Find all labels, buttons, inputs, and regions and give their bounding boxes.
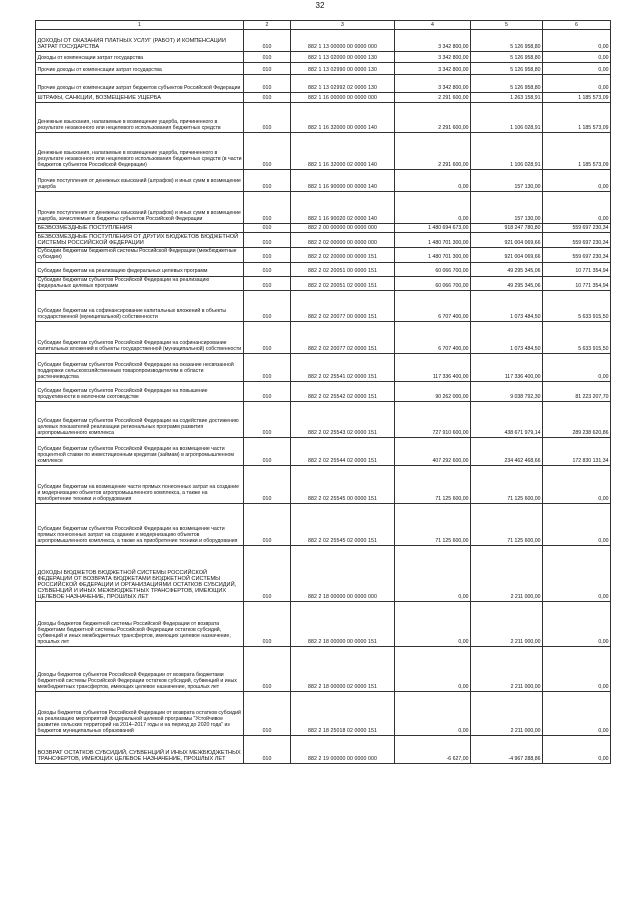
row-code: 010 bbox=[244, 438, 291, 466]
row-approved-amount: 1 480 701 300,00 bbox=[395, 248, 471, 263]
row-budget-code: 882 2 18 00000 02 0000 151 bbox=[291, 647, 395, 692]
row-budget-code: 882 1 16 32000 00 0000 140 bbox=[291, 103, 395, 133]
row-budget-code: 882 2 18 00000 00 0000 000 bbox=[291, 546, 395, 602]
row-unexecuted-amount: 1 185 573,09 bbox=[543, 103, 611, 133]
row-budget-code: 882 2 02 20051 02 0000 151 bbox=[291, 276, 395, 291]
row-code: 010 bbox=[244, 602, 291, 647]
row-executed-amount: 2 211 000,00 bbox=[471, 546, 543, 602]
table-row bbox=[36, 52, 611, 63]
row-approved-amount: 3 342 800,00 bbox=[395, 52, 471, 63]
column-header: 4 bbox=[395, 21, 471, 30]
table-row bbox=[36, 647, 611, 692]
column-header: 1 bbox=[36, 21, 244, 30]
row-code: 010 bbox=[244, 382, 291, 402]
row-approved-amount: 2 291 600,00 bbox=[395, 133, 471, 170]
row-approved-amount: 0,00 bbox=[395, 692, 471, 736]
row-name: Субсидии бюджетам на софинансирование капитальных вложений в объекты государственной (муниципальной) собственности bbox=[36, 291, 244, 322]
row-executed-amount: 234 462 468,66 bbox=[471, 438, 543, 466]
table-row bbox=[36, 262, 611, 276]
row-approved-amount: 6 707 400,00 bbox=[395, 291, 471, 322]
row-budget-code: 882 1 16 90020 02 0000 140 bbox=[291, 192, 395, 224]
column-header: 2 bbox=[244, 21, 291, 30]
row-executed-amount: 1 106 028,91 bbox=[471, 103, 543, 133]
table-row bbox=[36, 233, 611, 248]
row-budget-code: 882 1 16 00000 00 0000 000 bbox=[291, 93, 395, 103]
table-row bbox=[36, 248, 611, 263]
row-budget-code: 882 1 13 02992 02 0000 130 bbox=[291, 75, 395, 93]
row-unexecuted-amount: 289 238 620,86 bbox=[543, 402, 611, 438]
table-row bbox=[36, 30, 611, 52]
row-approved-amount: 71 125 600,00 bbox=[395, 504, 471, 546]
row-approved-amount: 407 292 600,00 bbox=[395, 438, 471, 466]
table-row bbox=[36, 322, 611, 354]
row-name: Доходы бюджетов бюджетной системы Российской Федерации от возврата бюджетами бюджетной системы Российской Федерации остатков субсидий, субвенций и иных межбюджетных трансфертов, имеющих целевое назначение, прошлых лет bbox=[36, 602, 244, 647]
row-approved-amount: 1 480 694 673,00 bbox=[395, 224, 471, 233]
row-name: ШТРАФЫ, САНКЦИИ, ВОЗМЕЩЕНИЕ УЩЕРБА bbox=[36, 93, 244, 103]
row-executed-amount: 157 130,00 bbox=[471, 170, 543, 192]
row-unexecuted-amount: 81 223 207,70 bbox=[543, 382, 611, 402]
row-code: 010 bbox=[244, 63, 291, 75]
row-unexecuted-amount: 10 771 354,94 bbox=[543, 262, 611, 276]
row-unexecuted-amount: 5 633 915,50 bbox=[543, 291, 611, 322]
row-code: 010 bbox=[244, 233, 291, 248]
row-approved-amount: 1 480 701 300,00 bbox=[395, 233, 471, 248]
row-approved-amount: 90 262 000,00 bbox=[395, 382, 471, 402]
row-unexecuted-amount: 5 633 915,50 bbox=[543, 322, 611, 354]
row-code: 010 bbox=[244, 402, 291, 438]
row-unexecuted-amount: 0,00 bbox=[543, 546, 611, 602]
row-approved-amount: 0,00 bbox=[395, 170, 471, 192]
table-row bbox=[36, 75, 611, 93]
table-row bbox=[36, 736, 611, 764]
row-unexecuted-amount: 1 185 573,09 bbox=[543, 133, 611, 170]
table-row bbox=[36, 438, 611, 466]
row-name: Субсидии бюджетам на реализацию федеральных целевых программ bbox=[36, 262, 244, 276]
row-code: 010 bbox=[244, 93, 291, 103]
row-name: Доходы бюджетов субъектов Российской Федерации от возврата остатков субсидий на реализацию мероприятий федеральной целевой программы "Устойчивое развитие сельских территорий на 2014–2017 годы и на период до 2020 года" из бюджетов муниципальных образований bbox=[36, 692, 244, 736]
row-code: 010 bbox=[244, 170, 291, 192]
row-approved-amount: 60 066 700,00 bbox=[395, 276, 471, 291]
row-budget-code: 882 2 02 20051 00 0000 151 bbox=[291, 262, 395, 276]
row-unexecuted-amount: 10 771 354,94 bbox=[543, 276, 611, 291]
row-name: Субсидии бюджетам субъектов Российской Федерации на софинансирование капитальных вложений в объекты государственной (муниципальной) собственности bbox=[36, 322, 244, 354]
row-executed-amount: 5 126 958,80 bbox=[471, 52, 543, 63]
table-body bbox=[36, 30, 611, 764]
row-name: Прочие поступления от денежных взысканий (штрафов) и иных сумм в возмещение ущерба bbox=[36, 170, 244, 192]
table-row bbox=[36, 602, 611, 647]
row-executed-amount: 918 247 780,80 bbox=[471, 224, 543, 233]
row-approved-amount: 0,00 bbox=[395, 192, 471, 224]
row-budget-code: 882 2 02 25542 02 0000 151 bbox=[291, 382, 395, 402]
row-approved-amount: 3 342 800,00 bbox=[395, 63, 471, 75]
row-approved-amount: 3 342 800,00 bbox=[395, 75, 471, 93]
row-budget-code: 882 2 18 00000 00 0000 151 bbox=[291, 602, 395, 647]
row-name: Субсидии бюджетам субъектов Российской Федерации на реализацию федеральных целевых программ bbox=[36, 276, 244, 291]
row-unexecuted-amount: 0,00 bbox=[543, 30, 611, 52]
row-unexecuted-amount: 0,00 bbox=[543, 602, 611, 647]
row-budget-code: 882 2 02 25545 02 0000 151 bbox=[291, 504, 395, 546]
row-unexecuted-amount: 559 697 230,34 bbox=[543, 224, 611, 233]
row-budget-code: 882 2 02 20077 00 0000 151 bbox=[291, 291, 395, 322]
row-name: Субсидии бюджетам субъектов Российской Федерации на возмещение части прямых понесенных затрат на создание и модернизацию объектов агропромышленного комплекса, а также на приобретение техники и оборудования bbox=[36, 504, 244, 546]
row-name: Субсидии бюджетам субъектов Российской Федерации на содействие достижению целевых показателей реализации региональных программ развития агропромышленного комплекса bbox=[36, 402, 244, 438]
row-unexecuted-amount: 0,00 bbox=[543, 63, 611, 75]
row-budget-code: 882 2 02 25545 00 0000 151 bbox=[291, 466, 395, 504]
table-row bbox=[36, 382, 611, 402]
row-approved-amount: 3 342 800,00 bbox=[395, 30, 471, 52]
row-name: ДОХОДЫ ОТ ОКАЗАНИЯ ПЛАТНЫХ УСЛУГ (РАБОТ) И КОМПЕНСАЦИИ ЗАТРАТ ГОСУДАРСТВА bbox=[36, 30, 244, 52]
table-row bbox=[36, 504, 611, 546]
row-budget-code: 882 1 16 32000 02 0000 140 bbox=[291, 133, 395, 170]
table-header-row bbox=[36, 21, 611, 30]
column-header: 3 bbox=[291, 21, 395, 30]
row-unexecuted-amount: 0,00 bbox=[543, 692, 611, 736]
row-unexecuted-amount: 0,00 bbox=[543, 52, 611, 63]
row-approved-amount: 71 125 600,00 bbox=[395, 466, 471, 504]
row-approved-amount: 60 066 700,00 bbox=[395, 262, 471, 276]
row-name: Доходы бюджетов субъектов Российской Федерации от возврата бюджетами бюджетной системы Российской Федерации остатков субсидий, субвенций и иных межбюджетных трансфертов, имеющих целевое назначение, прошлых лет bbox=[36, 647, 244, 692]
row-approved-amount: 0,00 bbox=[395, 647, 471, 692]
row-code: 010 bbox=[244, 354, 291, 382]
row-executed-amount: 1 106 028,91 bbox=[471, 133, 543, 170]
row-budget-code: 882 2 02 20077 02 0000 151 bbox=[291, 322, 395, 354]
row-budget-code: 882 1 13 00000 00 0000 000 bbox=[291, 30, 395, 52]
row-unexecuted-amount: 1 185 573,09 bbox=[543, 93, 611, 103]
table-row bbox=[36, 133, 611, 170]
column-header: 5 bbox=[471, 21, 543, 30]
table-row bbox=[36, 276, 611, 291]
row-code: 010 bbox=[244, 248, 291, 263]
row-unexecuted-amount: 0,00 bbox=[543, 504, 611, 546]
row-budget-code: 882 2 00 00000 00 0000 000 bbox=[291, 224, 395, 233]
row-name: Субсидии бюджетам на возмещение части прямых понесенных затрат на создание и модернизацию объектов агропромышленного комплекса, а также на приобретение техники и оборудования bbox=[36, 466, 244, 504]
column-header: 6 bbox=[543, 21, 611, 30]
row-code: 010 bbox=[244, 647, 291, 692]
row-executed-amount: 1 073 484,50 bbox=[471, 322, 543, 354]
row-unexecuted-amount: 0,00 bbox=[543, 466, 611, 504]
table-row bbox=[36, 354, 611, 382]
row-unexecuted-amount: 0,00 bbox=[543, 192, 611, 224]
row-budget-code: 882 2 02 25541 02 0000 151 bbox=[291, 354, 395, 382]
table-row bbox=[36, 546, 611, 602]
row-name: Субсидии бюджетам субъектов Российской Федерации на повышение продуктивности в молочном скотоводстве bbox=[36, 382, 244, 402]
row-executed-amount: 2 211 000,00 bbox=[471, 602, 543, 647]
row-executed-amount: 1 073 484,50 bbox=[471, 291, 543, 322]
row-unexecuted-amount: 559 697 230,34 bbox=[543, 248, 611, 263]
row-executed-amount: 49 295 345,06 bbox=[471, 276, 543, 291]
table-row bbox=[36, 224, 611, 233]
row-executed-amount: 5 126 958,80 bbox=[471, 63, 543, 75]
row-budget-code: 882 1 16 90000 00 0000 140 bbox=[291, 170, 395, 192]
row-code: 010 bbox=[244, 224, 291, 233]
row-unexecuted-amount: 0,00 bbox=[543, 75, 611, 93]
row-approved-amount: 2 291 600,00 bbox=[395, 103, 471, 133]
row-code: 010 bbox=[244, 262, 291, 276]
row-name: Прочие доходы от компенсации затрат бюджетов субъектов Российской Федерации bbox=[36, 75, 244, 93]
row-executed-amount: 117 336 400,00 bbox=[471, 354, 543, 382]
row-name: Денежные взыскания, налагаемые в возмещение ущерба, причиненного в результате незаконного или нецелевого использования бюджетных средств bbox=[36, 103, 244, 133]
row-executed-amount: 9 038 792,30 bbox=[471, 382, 543, 402]
table-row bbox=[36, 93, 611, 103]
row-budget-code: 882 2 02 00000 00 0000 000 bbox=[291, 233, 395, 248]
row-name: БЕЗВОЗМЕЗДНЫЕ ПОСТУПЛЕНИЯ ОТ ДРУГИХ БЮДЖЕТОВ БЮДЖЕТНОЙ СИСТЕМЫ РОССИЙСКОЙ ФЕДЕРАЦИИ bbox=[36, 233, 244, 248]
row-code: 010 bbox=[244, 322, 291, 354]
row-code: 010 bbox=[244, 276, 291, 291]
row-budget-code: 882 2 18 25018 02 0000 151 bbox=[291, 692, 395, 736]
row-name: БЕЗВОЗМЕЗДНЫЕ ПОСТУПЛЕНИЯ bbox=[36, 224, 244, 233]
row-code: 010 bbox=[244, 30, 291, 52]
row-budget-code: 882 1 13 02990 00 0000 130 bbox=[291, 63, 395, 75]
row-code: 010 bbox=[244, 546, 291, 602]
row-unexecuted-amount: 0,00 bbox=[543, 647, 611, 692]
row-name: Субсидии бюджетам субъектов Российской Федерации на возмещение части процентной ставки по инвестиционным кредитам (займам) в агропромышленном комплексе bbox=[36, 438, 244, 466]
row-unexecuted-amount: 0,00 bbox=[543, 170, 611, 192]
row-unexecuted-amount: 0,00 bbox=[543, 736, 611, 764]
row-name: Денежные взыскания, налагаемые в возмещение ущерба, причиненного в результате незаконного или нецелевого использования бюджетных средств (в части бюджетов субъектов Российской Федерации) bbox=[36, 133, 244, 170]
row-budget-code: 882 2 02 20000 00 0000 151 bbox=[291, 248, 395, 263]
row-executed-amount: 5 126 958,80 bbox=[471, 75, 543, 93]
table-row bbox=[36, 466, 611, 504]
row-budget-code: 882 2 19 00000 00 0000 000 bbox=[291, 736, 395, 764]
row-name: Доходы от компенсации затрат государства bbox=[36, 52, 244, 63]
row-approved-amount: 0,00 bbox=[395, 602, 471, 647]
row-approved-amount: 117 336 400,00 bbox=[395, 354, 471, 382]
row-executed-amount: 1 263 158,91 bbox=[471, 93, 543, 103]
row-executed-amount: 157 130,00 bbox=[471, 192, 543, 224]
row-budget-code: 882 2 02 25544 02 0000 151 bbox=[291, 438, 395, 466]
row-executed-amount: 2 211 000,00 bbox=[471, 647, 543, 692]
row-unexecuted-amount: 172 830 131,34 bbox=[543, 438, 611, 466]
row-approved-amount: 2 291 600,00 bbox=[395, 93, 471, 103]
row-executed-amount: 49 295 345,06 bbox=[471, 262, 543, 276]
row-name: ВОЗВРАТ ОСТАТКОВ СУБСИДИЙ, СУБВЕНЦИЙ И ИНЫХ МЕЖБЮДЖЕТНЫХ ТРАНСФЕРТОВ, ИМЕЮЩИХ ЦЕЛЕВОЕ НАЗНАЧЕНИЕ, ПРОШЛЫХ ЛЕТ bbox=[36, 736, 244, 764]
row-executed-amount: 5 126 958,80 bbox=[471, 30, 543, 52]
table-row bbox=[36, 63, 611, 75]
table-row bbox=[36, 291, 611, 322]
row-unexecuted-amount: 0,00 bbox=[543, 354, 611, 382]
row-budget-code: 882 2 02 25543 02 0000 151 bbox=[291, 402, 395, 438]
table-row bbox=[36, 170, 611, 192]
row-code: 010 bbox=[244, 133, 291, 170]
row-name: Прочие поступления от денежных взысканий (штрафов) и иных сумм в возмещение ущерба, зачисляемые в бюджеты субъектов Российской Федерации bbox=[36, 192, 244, 224]
table-row bbox=[36, 103, 611, 133]
table-row bbox=[36, 402, 611, 438]
row-executed-amount: 71 125 600,00 bbox=[471, 466, 543, 504]
row-code: 010 bbox=[244, 192, 291, 224]
row-code: 010 bbox=[244, 75, 291, 93]
row-name: Прочие доходы от компенсации затрат государства bbox=[36, 63, 244, 75]
budget-revenue-table bbox=[35, 20, 611, 764]
row-executed-amount: 921 004 069,66 bbox=[471, 233, 543, 248]
row-code: 010 bbox=[244, 692, 291, 736]
row-executed-amount: 921 004 069,66 bbox=[471, 248, 543, 263]
row-code: 010 bbox=[244, 291, 291, 322]
table-row bbox=[36, 192, 611, 224]
row-name: ДОХОДЫ БЮДЖЕТОВ БЮДЖЕТНОЙ СИСТЕМЫ РОССИЙСКОЙ ФЕДЕРАЦИИ ОТ ВОЗВРАТА БЮДЖЕТАМИ БЮДЖЕТНОЙ СИСТЕМЫ РОССИЙСКОЙ ФЕДЕРАЦИИ И ОРГАНИЗАЦИЯМИ ОСТАТКОВ СУБСИДИЙ, СУБВЕНЦИЙ И ИНЫХ МЕЖБЮДЖЕТНЫХ ТРАНСФЕРТОВ, ИМЕЮЩИХ ЦЕЛЕВОЕ НАЗНАЧЕНИЕ, ПРОШЛЫХ ЛЕТ bbox=[36, 546, 244, 602]
row-code: 010 bbox=[244, 103, 291, 133]
table-row bbox=[36, 692, 611, 736]
row-executed-amount: 71 125 600,00 bbox=[471, 504, 543, 546]
row-name: Субсидии бюджетам бюджетной системы Российской Федерации (межбюджетные субсидии) bbox=[36, 248, 244, 263]
row-approved-amount: 0,00 bbox=[395, 546, 471, 602]
row-approved-amount: 6 707 400,00 bbox=[395, 322, 471, 354]
row-executed-amount: 438 671 979,14 bbox=[471, 402, 543, 438]
row-approved-amount: 727 910 600,00 bbox=[395, 402, 471, 438]
row-code: 010 bbox=[244, 504, 291, 546]
row-name: Субсидии бюджетам субъектов Российской Федерации на оказание несвязанной поддержки сельскохозяйственным товаропроизводителям в области растениеводства bbox=[36, 354, 244, 382]
page-number: 32 bbox=[315, 1, 325, 10]
row-budget-code: 882 1 13 02000 00 0000 130 bbox=[291, 52, 395, 63]
row-code: 010 bbox=[244, 466, 291, 504]
row-executed-amount: 2 211 000,00 bbox=[471, 692, 543, 736]
row-approved-amount: -6 627,00 bbox=[395, 736, 471, 764]
row-code: 010 bbox=[244, 52, 291, 63]
row-code: 010 bbox=[244, 736, 291, 764]
row-unexecuted-amount: 559 697 230,34 bbox=[543, 233, 611, 248]
row-executed-amount: -4 967 288,86 bbox=[471, 736, 543, 764]
